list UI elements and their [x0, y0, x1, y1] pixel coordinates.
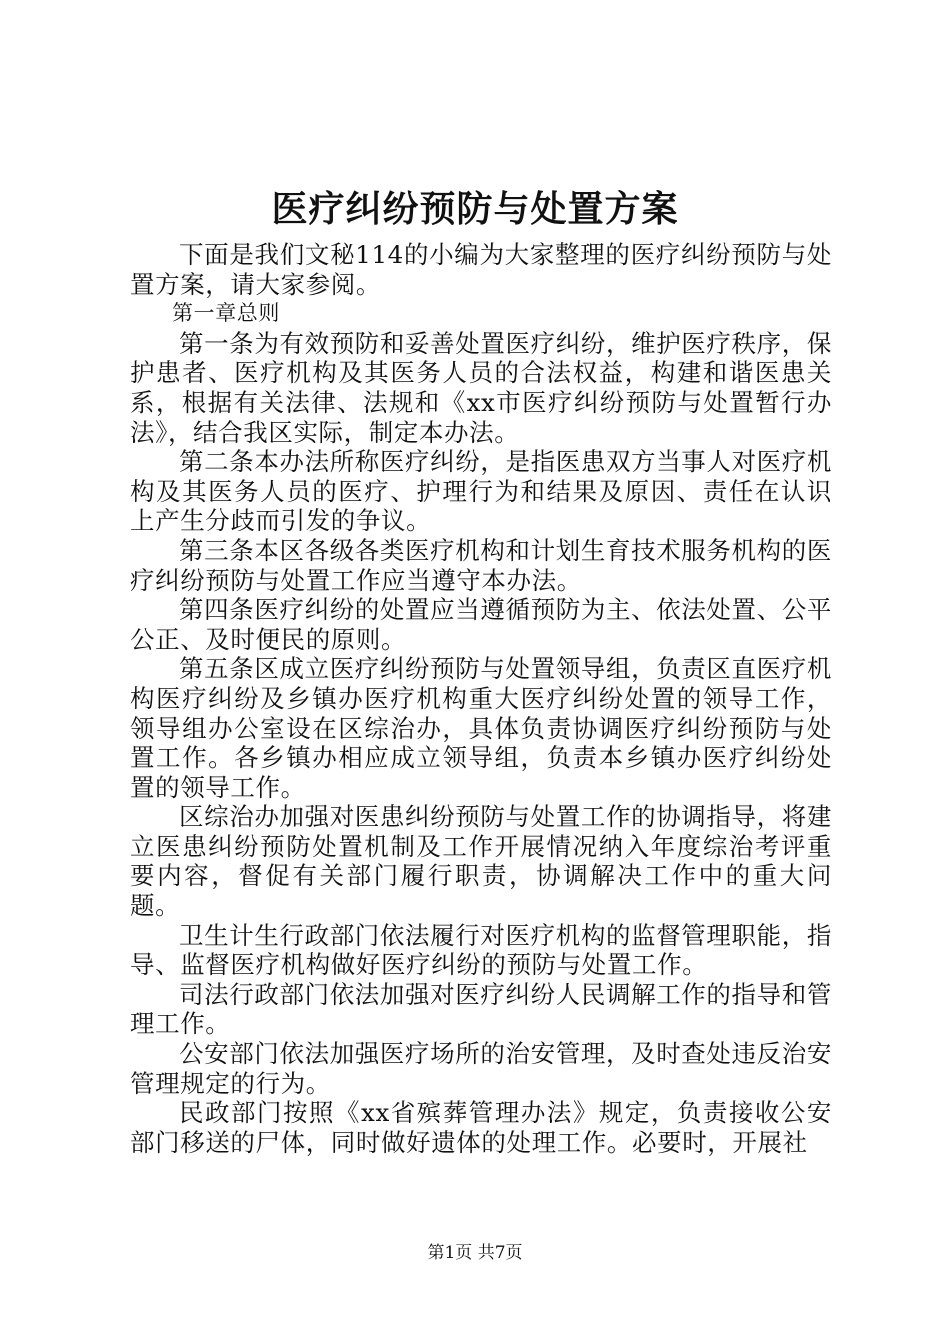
- paragraph-article-2: 第二条本办法所称医疗纠纷，是指医患双方当事人对医疗机构及其医务人员的医疗、护理行为和结果及原因、责任在认识上产生分歧而引发的争议。: [130, 447, 832, 536]
- paragraph-article-3: 第三条本区各级各类医疗机构和计划生育技术服务机构的医疗纠纷预防与处置工作应当遵守本办法。: [130, 535, 832, 595]
- paragraph-health-department: 卫生计生行政部门依法履行对医疗机构的监督管理职能，指导、监督医疗机构做好医疗纠纷的预防与处置工作。: [130, 920, 832, 980]
- chapter-heading: 第一章总则: [172, 301, 280, 326]
- paragraph-article-1: 第一条为有效预防和妥善处置医疗纠纷，维护医疗秩序，保护患者、医疗机构及其医务人员的合法权益，构建和谐医患关系，根据有关法律、法规和《xx市医疗纠纷预防与处置暂行办法》，结合我区实际，制定本办法。: [130, 328, 832, 447]
- paragraph-article-4: 第四条医疗纠纷的处置应当遵循预防为主、依法处置、公平公正、及时便民的原则。: [130, 595, 832, 654]
- document-title: 医疗纠纷预防与处置方案: [271, 188, 679, 230]
- paragraph-public-security: 公安部门依法加强医疗场所的治安管理，及时查处违反治安管理规定的行为。: [130, 1039, 832, 1098]
- paragraph-intro: 下面是我们文秘114的小编为大家整理的医疗纠纷预防与处置方案，请大家参阅。: [130, 240, 832, 299]
- paragraph-article-5: 第五条区成立医疗纠纷预防与处置领导组，负责区直医疗机构医疗纠纷及乡镇办医疗机构重大医疗纠纷处置的领导工作，领导组办公室设在区综治办，具体负责协调医疗纠纷预防与处置工作。各乡镇办相应成立领导组，负责本乡镇办医疗纠纷处置的领导工作。: [130, 654, 832, 802]
- page-footer: 第1页 共7页: [427, 1243, 523, 1263]
- paragraph-civil-affairs: 民政部门按照《xx省殡葬管理办法》规定，负责接收公安部门移送的尸体，同时做好遗体的处理工作。必要时，开展社: [130, 1098, 832, 1157]
- document-body: [130, 240, 832, 1157]
- paragraph-justice-department: 司法行政部门依法加强对医疗纠纷人民调解工作的指导和管理工作。: [130, 979, 832, 1039]
- paragraph-comprehensive-office: 区综治办加强对医患纠纷预防与处置工作的协调指导，将建立医患纠纷预防处置机制及工作开展情况纳入年度综治考评重要内容，督促有关部门履行职责，协调解决工作中的重大问题。: [130, 802, 832, 921]
